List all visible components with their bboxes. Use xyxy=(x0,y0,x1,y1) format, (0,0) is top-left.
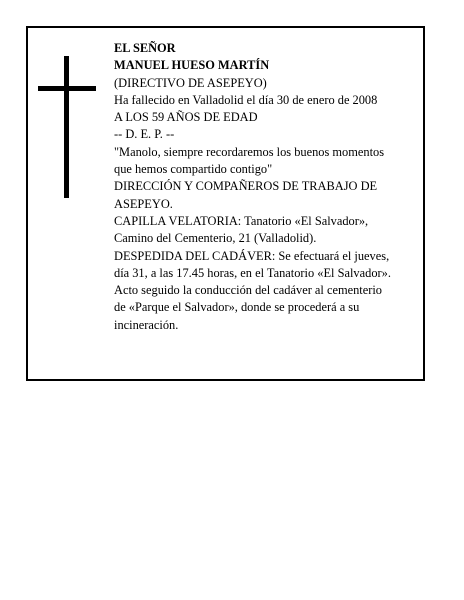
signatories-line-2: ASEPEYO. xyxy=(114,196,173,211)
notice-text xyxy=(114,40,424,334)
dedication-line-1: "Manolo, siempre recordaremos los buenos momentos xyxy=(114,144,385,159)
farewell-line-4: de «Parque el Salvador», donde se procederá a su xyxy=(114,300,360,315)
dep-line: -- D. E. P. -- xyxy=(114,127,175,142)
farewell-line-1: DESPEDIDA DEL CADÁVER: Se efectuará el jueves, xyxy=(114,248,390,263)
cross-icon xyxy=(38,56,96,198)
cross-vertical-bar xyxy=(64,56,69,198)
deceased-title: EL SEÑOR xyxy=(114,41,176,55)
farewell-line-3: Acto seguido la conducción del cadáver al cementerio xyxy=(114,283,383,298)
deceased-position: (DIRECTIVO DE ASEPEYO) xyxy=(114,75,267,90)
deceased-name: MANUEL HUESO MARTÍN xyxy=(114,58,270,73)
death-date-line: Ha fallecido en Valladolid el día 30 de enero de 2008 xyxy=(114,92,378,107)
chapel-line-1: CAPILLA VELATORIA: Tanatorio «El Salvador», xyxy=(114,213,369,228)
farewell-line-5: incineración. xyxy=(114,317,179,332)
cross-horizontal-bar xyxy=(38,86,96,91)
chapel-line-2: Camino del Cementerio, 21 (Valladolid). xyxy=(114,231,317,246)
farewell-line-2: día 31, a las 17.45 horas, en el Tanatorio «El Salvador». xyxy=(114,265,391,280)
obituary-notice xyxy=(26,26,425,381)
dedication-line-2: que hemos compartido contigo" xyxy=(114,162,273,177)
signatories-line-1: DIRECCIÓN Y COMPAÑEROS DE TRABAJO DE xyxy=(114,179,378,194)
age-line: A LOS 59 AÑOS DE EDAD xyxy=(114,110,258,125)
